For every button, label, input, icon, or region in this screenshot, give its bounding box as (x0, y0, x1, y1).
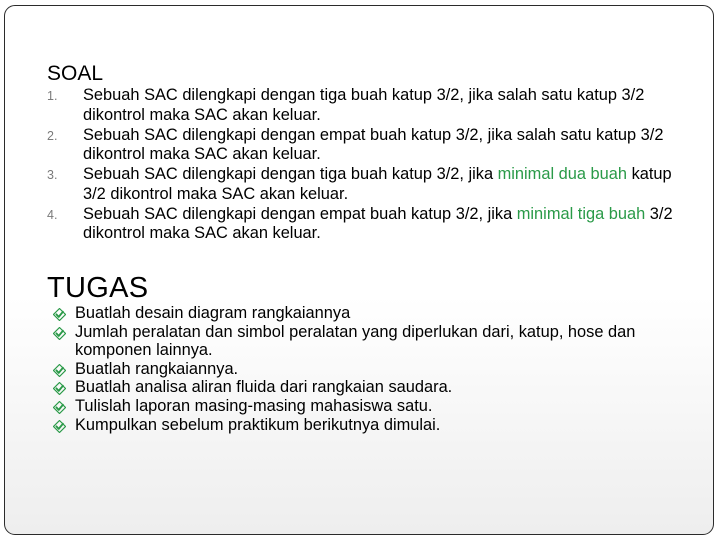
tugas-item (53, 416, 713, 435)
tugas-list (53, 304, 713, 434)
soal-item-text: Sebuah SAC dilengkapi dengan tiga buah katup 3/2, jika (83, 165, 498, 184)
soal-item-text: Sebuah SAC dilengkapi dengan empat buah katup 3/2, jika salah satu katup 3/2 dikontrol maka SAC akan keluar. (83, 125, 664, 164)
tugas-item-text: Tulislah laporan masing-masing mahasiswa satu. (75, 396, 433, 415)
soal-item-number: 3. (47, 168, 58, 183)
tugas-item-text: Jumlah peralatan dan simbol peralatan yang diperlukan dari, katup, hose dan komponen lainnya. (75, 322, 636, 360)
checkmark-diamond-icon (53, 307, 66, 320)
soal-item (47, 165, 697, 204)
tugas-item (53, 360, 713, 379)
soal-item-text: Sebuah SAC dilengkapi dengan tiga buah katup 3/2, jika salah satu katup 3/2 dikontrol maka SAC akan keluar. (83, 86, 645, 124)
soal-item-highlight: minimal dua buah (497, 165, 628, 184)
soal-item-text-end: katup 3/2 dikontrol maka SAC akan keluar. (83, 165, 672, 203)
checkmark-diamond-icon (53, 363, 66, 376)
tugas-item (53, 397, 713, 416)
tugas-item-text: Kumpulkan sebelum praktikum berikutnya dimulai. (75, 415, 441, 434)
soal-item (47, 205, 697, 244)
soal-item (47, 86, 697, 125)
tugas-item-text: Buatlah analisa aliran fluida dari rangkaian saudara. (75, 378, 453, 397)
soal-item-number: 2. (47, 128, 58, 143)
checkmark-diamond-icon (53, 381, 66, 394)
tugas-item (53, 323, 713, 360)
checkmark-diamond-icon (53, 400, 66, 413)
tugas-item (53, 304, 713, 323)
slide (4, 5, 714, 535)
checkmark-diamond-icon (53, 419, 66, 432)
tugas-item-text: Buatlah desain diagram rangkaiannya (75, 304, 351, 322)
tugas-heading: TUGAS (47, 272, 149, 304)
soal-item-highlight: minimal tiga buah (516, 204, 646, 223)
tugas-item-text: Buatlah rangkaiannya. (75, 359, 239, 378)
soal-item (47, 126, 697, 165)
tugas-item (53, 378, 713, 397)
soal-item-text: Sebuah SAC dilengkapi dengan empat buah katup 3/2, jika (83, 204, 517, 223)
soal-item-text-end: 3/2 dikontrol maka SAC akan keluar. (83, 204, 673, 243)
soal-heading: SOAL (47, 62, 104, 85)
soal-item-number: 1. (47, 89, 58, 103)
checkmark-diamond-icon (53, 326, 66, 339)
soal-item-number: 4. (47, 207, 58, 222)
soal-list (47, 86, 697, 244)
